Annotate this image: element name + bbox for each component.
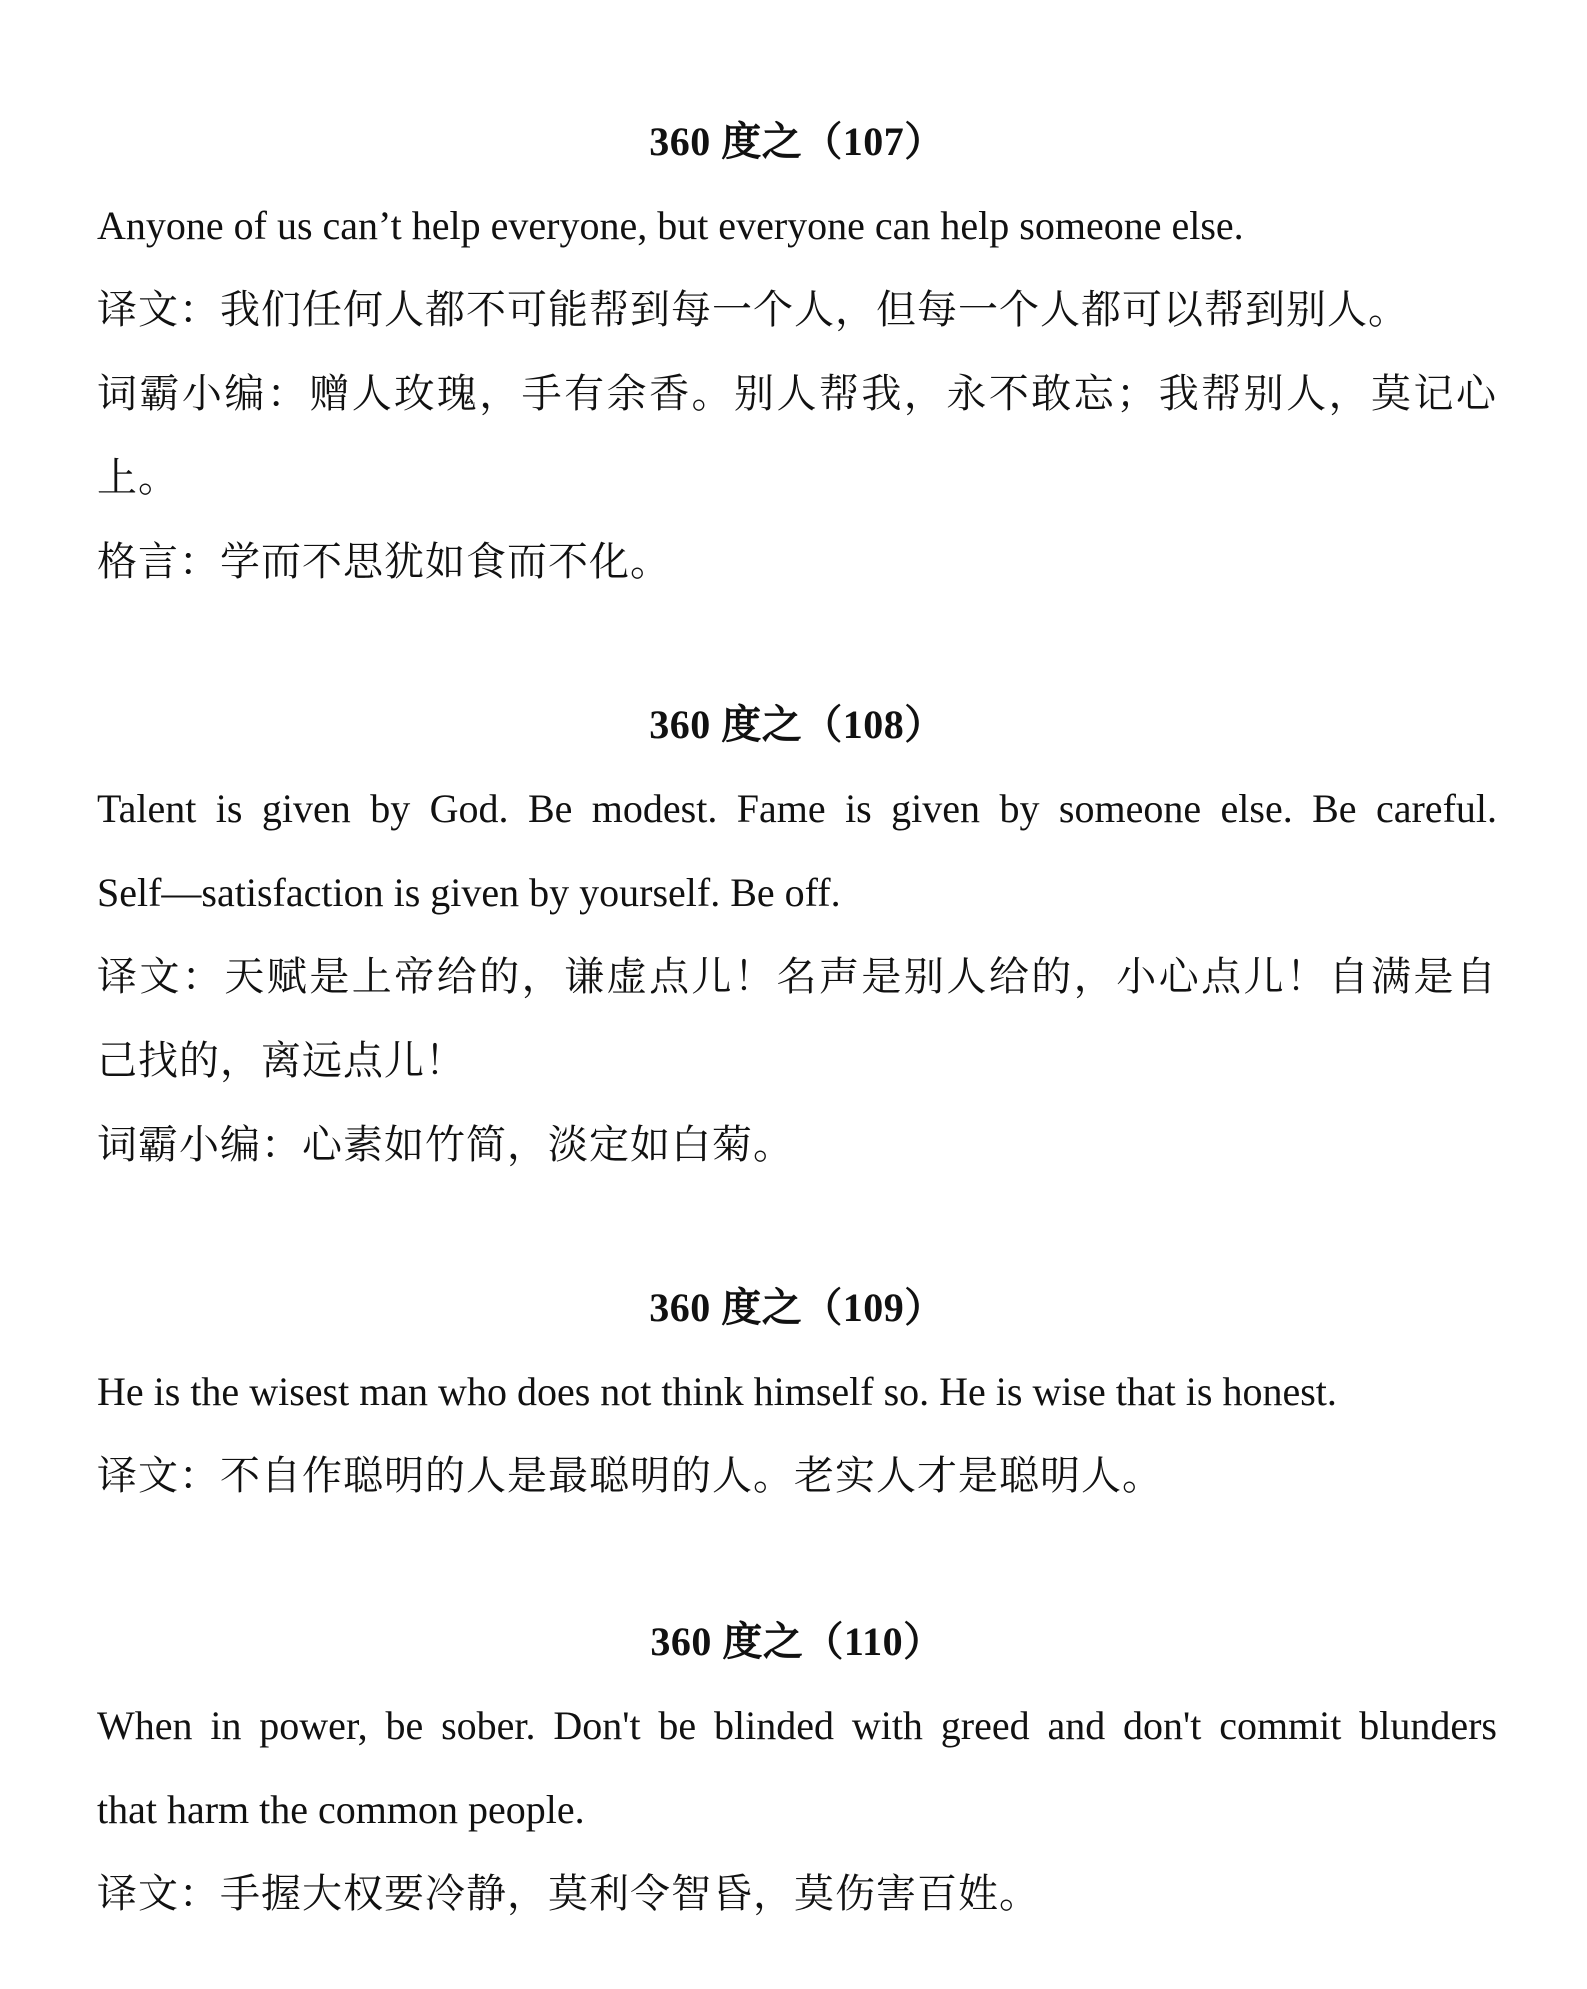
editor-note-line: 词霸小编：心素如竹简，淡定如白菊。 [97,1122,794,1167]
english-quote: Anyone of us can’t help everyone, but everyone can help someone else. [97,203,1244,248]
editor-note-line: 词霸小编：赠人玫瑰，手有余香。别人帮我，永不敢忘；我帮别人，莫记心 [97,371,1497,416]
english-quote-continued: Self—satisfaction is given by yourself. Be off. [97,870,841,915]
translation-line: 译文：手握大权要冷静，莫利令智昏，莫伤害百姓。 [97,1871,1040,1916]
english-quote: He is the wisest man who does not think himself so. He is wise that is honest. [97,1369,1337,1414]
entry-heading: 360 度之（108） [649,702,945,747]
entry-heading: 360 度之（110） [650,1619,944,1664]
translation-line-continued: 己找的，离远点儿！ [97,1038,466,1083]
entry-109 [97,1266,1497,1518]
editor-note-line-continued: 上。 [97,455,179,500]
translation-line: 译文：我们任何人都不可能帮到每一个人，但每一个人都可以帮到别人。 [97,287,1409,332]
translation-line: 译文：天赋是上帝给的，谦虚点儿！名声是别人给的，小心点儿！自满是自 [97,954,1497,999]
entry-heading: 360 度之（109） [649,1285,945,1330]
motto-line: 格言：学而不思犹如食而不化。 [97,539,671,584]
english-quote: When in power, be sober. Don't be blinded with greed and don't commit blunders [97,1703,1497,1748]
english-quote-continued: that harm the common people. [97,1787,585,1832]
entry-heading: 360 度之（107） [649,119,945,164]
entry-107 [97,100,1497,604]
english-quote: Talent is given by God. Be modest. Fame is given by someone else. Be careful. [97,786,1497,831]
entry-108 [97,683,1497,1187]
translation-line: 译文：不自作聪明的人是最聪明的人。老实人才是聪明人。 [97,1453,1163,1498]
entry-110 [97,1600,1497,1936]
